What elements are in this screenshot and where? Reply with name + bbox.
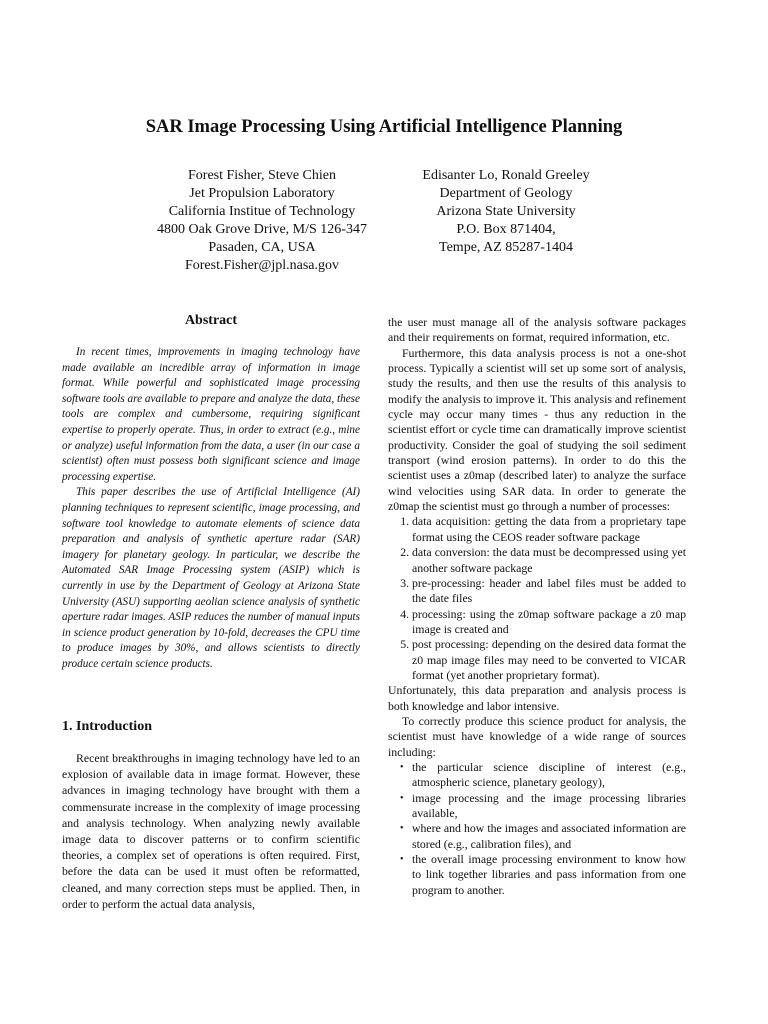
author-address: 4800 Oak Grove Drive, M/S 126-347: [157, 222, 367, 237]
introduction-heading: 1. Introduction: [62, 719, 152, 734]
author-city: Tempe, AZ 85287-1404: [439, 240, 573, 255]
list-item-text: the overall image processing environment to know how to link together libraries and pass information from one program to another.: [412, 852, 686, 897]
list-item: 3. pre-processing: header and label files must be added to the date files: [412, 576, 686, 607]
right-column: [388, 315, 686, 898]
list-item: [400, 821, 686, 852]
author-organization: California Institue of Technology: [168, 204, 356, 219]
author-city: Pasaden, CA, USA: [208, 240, 316, 255]
list-item: 1. data acquisition: getting the data from a proprietary tape format using the CEOS reader software package: [412, 514, 686, 545]
list-item: 5. post processing: depending on the desired data format the z0 map image files may need to be converted to VICAR format (yet another proprietary format).: [412, 637, 686, 683]
author-department: Department of Geology: [439, 186, 573, 201]
bullet-icon: •: [400, 823, 404, 835]
abstract-body: [62, 345, 360, 672]
author-po-box: P.O. Box 871404,: [456, 222, 556, 237]
body-paragraph: To correctly produce this science product for analysis, the scientist must have knowledge of a wide range of sources including:: [388, 713, 686, 759]
authors-right-block: [388, 167, 624, 257]
list-item: [400, 790, 686, 822]
author-names: Edisanter Lo, Ronald Greeley: [422, 168, 590, 183]
abstract-heading: Abstract: [184, 313, 238, 328]
bullet-icon: •: [400, 792, 404, 804]
author-institution: Jet Propulsion Laboratory: [189, 186, 335, 201]
list-item: [400, 852, 686, 898]
paper-title: SAR Image Processing Using Artificial Intelligence Planning: [145, 117, 623, 137]
list-item: [400, 759, 686, 791]
abstract-paragraph: In recent times, improvements in imaging technology have made available an incredible array of information in image format. While powerful and sophisticated image processing software tools are available to prepare and analyze the data, these tools are complex and cumbersome, requiring significant expertise to properly operate. Thus, in order to extract (e.g., mine or analyze) useful information from the data, a user (in our case a scientist) often must possess both significant science and image processing expertise.: [62, 346, 360, 483]
bullet-icon: •: [400, 854, 404, 866]
author-university: Arizona State University: [436, 204, 576, 219]
introduction-body: [62, 750, 360, 912]
continuation-paragraph: the user must manage all of the analysis software packages and their requirements on format, required information, etc.: [388, 315, 686, 345]
list-item-text: the particular science discipline of interest (e.g., atmospheric science, planetary geology),: [412, 759, 686, 790]
abstract-paragraph: This paper describes the use of Artificial Intelligence (AI) planning techniques to represent scientific, image processing, and software tool knowledge to automate elements of science data preparation and analysis of synthetic aperture radar (SAR) imagery for planetary geology. In particular, we describe the Automated SAR Image Processing system (ASIP) which is currently in use by the Department of Geology at Arizona State University (ASU) supporting aeolian science analysis of synthetic aperture radar images. ASIP reduces the number of manual inputs in science product generation by 10-fold, decreases the CPU time to produce images by 30%, and allows scientists to directly produce certain science products.: [62, 486, 360, 670]
list-item: 2. data conversion: the data must be decompressed using yet another software package: [412, 545, 686, 576]
authors-left-block: [141, 167, 383, 275]
author-email: Forest.Fisher@jpl.nasa.gov: [184, 258, 340, 273]
body-paragraph: Furthermore, this data analysis process is not a one-shot process. Typically a scientist will set up some sort of analysis, study the results, and then use the results of this analysis to modify the analysis to improve it. This analysis and refinement cycle may occur many times - thus any reduction in the scientist effort or cycle time can dramatically improve scientist productivity. Consider the goal of studying the soil sediment transport (wind erosion patterns). In order to do this the scientist uses a z0map (described later) to analyze the surface wind velocities using SAR data. In order to generate the z0map the scientist must go through a number of processes:: [388, 345, 686, 514]
list-item-text: image processing and the image processing libraries available,: [412, 790, 686, 820]
process-steps-list: [388, 514, 686, 683]
body-paragraph: Unfortunately, this data preparation and analysis process is both knowledge and labor intensive.: [388, 683, 686, 713]
introduction-paragraph: Recent breakthroughs in imaging technology have led to an explosion of available data in image format. However, these advances in imaging technology have brought with them a commensurate increase in the complexity of image processing and analysis technology. When analyzing newly available image data to discover patterns or to confirm scientific theories, a complex set of operations is often required. First, before the data can be used it must often be reformatted, cleaned, and many correction steps must be applied. Then, in order to perform the actual data analysis,: [62, 751, 360, 911]
list-item: 4. processing: using the z0map software package a z0 map image is created and: [412, 607, 686, 638]
bullet-icon: •: [400, 761, 404, 773]
list-item-text: where and how the images and associated information are stored (e.g., calibration files), and: [412, 821, 686, 851]
author-names: Forest Fisher, Steve Chien: [188, 168, 336, 183]
knowledge-sources-list: [388, 760, 686, 898]
